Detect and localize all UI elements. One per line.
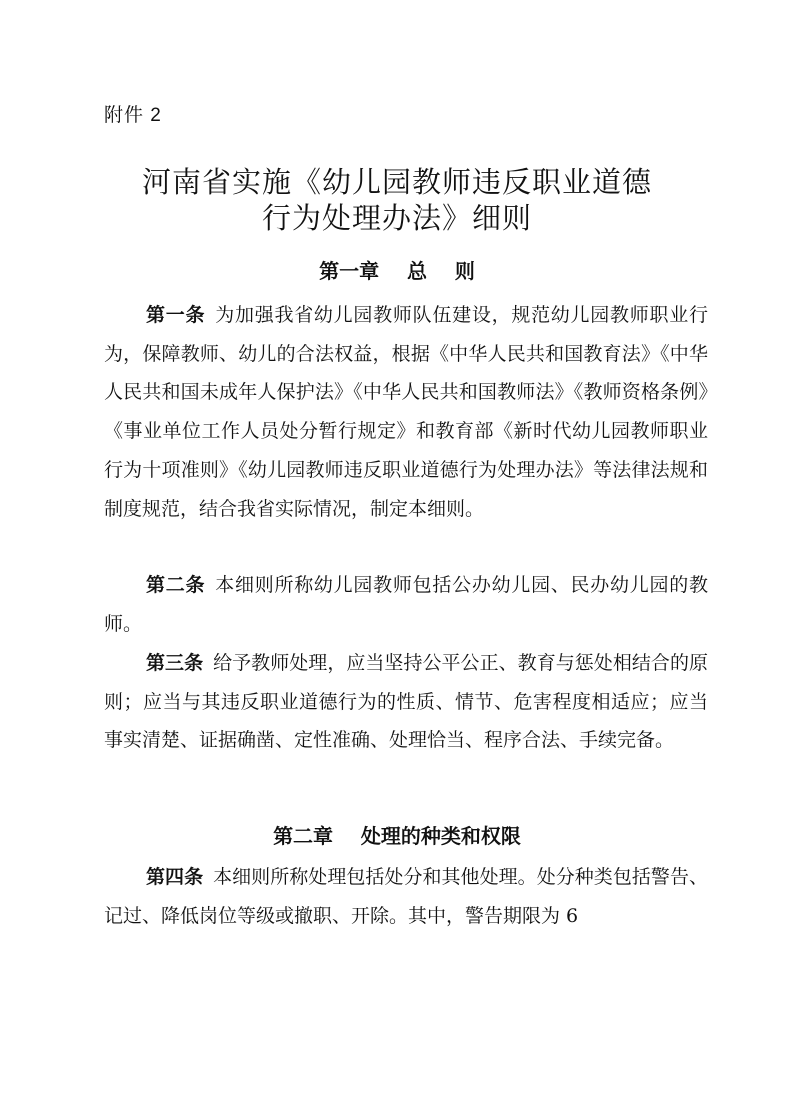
article-paragraph [104,644,708,760]
attachment-label: 附件 2 [104,105,162,126]
article-paragraph [104,296,708,528]
article-paragraph [104,566,708,643]
article-label: 第一条 [146,304,206,326]
document-title-line-2: 行为处理办法》细则 [261,201,532,235]
article-text: 本细则所称处理包括处分和其他处理。处分种类包括警告、记过、降低岗位等级或撤职、开除。其中，警告期限为 6 [104,866,708,927]
chapter-heading-2: 第二章 处理的种类和权限 [273,824,521,848]
article-text: 给予教师处理，应当坚持公平公正、教育与惩处相结合的原则；应当与其违反职业道德行为的性质、情节、危害程度相适应；应当事实清楚、证据确凿、定性准确、处理恰当、程序合法、手续完备。 [104,652,708,752]
article-paragraph [104,858,708,935]
article-text: 为加强我省幼儿园教师队伍建设，规范幼儿园教师职业行为，保障教师、幼儿的合法权益，根据《中华人民共和国教育法》《中华人民共和国未成年人保护法》《中华人民共和国教师法》《教师资格条例》《事业单位工作人员处分暂行规定》和教育部《新时代幼儿园教师职业行为十项准则》《幼儿园教师违反职业道德行为处理办法》等法律法规和制度规范，结合我省实际情况，制定本细则。 [104,304,708,520]
article-label: 第四条 [146,866,204,888]
article-label: 第二条 [146,574,206,596]
document-title-line-1: 河南省实施《幼儿园教师违反职业道德 [141,165,652,199]
article-label: 第三条 [146,652,204,674]
article-text: 本细则所称幼儿园教师包括公办幼儿园、民办幼儿园的教师。 [104,574,708,635]
chapter-heading-1: 第一章 总 则 [319,259,475,283]
